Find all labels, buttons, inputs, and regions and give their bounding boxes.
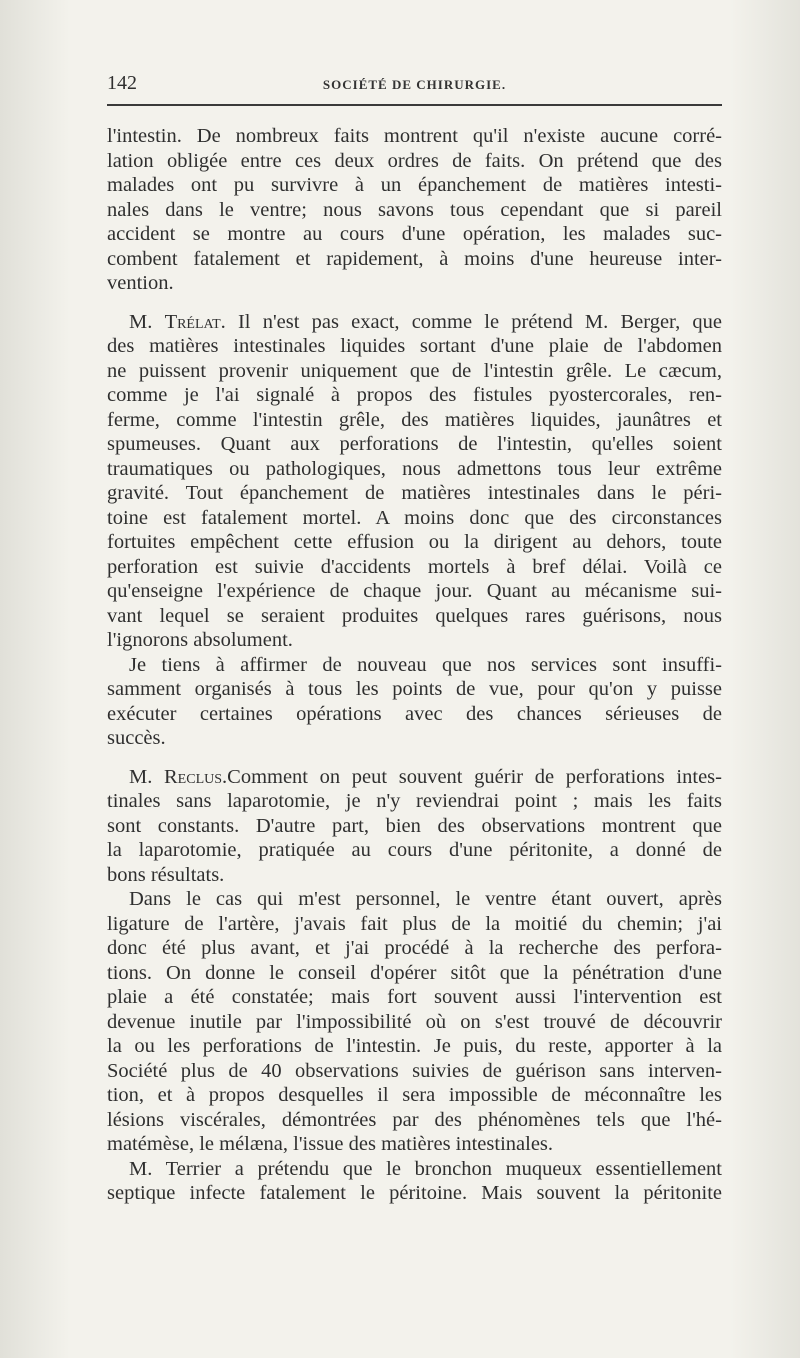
- speaker-prefix: M.: [129, 310, 165, 333]
- paragraph: [107, 124, 722, 296]
- text-line: succès.: [107, 727, 166, 749]
- text-line: combent fatalement et rapidement, à moins d'une heureuse inter-: [107, 247, 722, 270]
- text-line: toine est fatalement mortel. A moins donc que des circonstances: [107, 506, 722, 529]
- text-line: lésions viscérales, démontrées par des phénomènes tels que l'hé-: [107, 1108, 722, 1131]
- text-line: bons résultats.: [107, 863, 225, 886]
- header-rule: [107, 104, 722, 106]
- text-line: l'intestin. De nombreux faits montrent qu'il n'existe aucune corré-: [107, 125, 722, 147]
- text-line: Dans le cas qui m'est personnel, le ventre étant ouvert, après: [129, 888, 722, 910]
- page-edge-shadow-right: [730, 0, 800, 1358]
- text-line: tion, et à propos desquelles il sera impossible de méconnaître les: [107, 1084, 722, 1106]
- text-line: donc été plus avant, et j'ai procédé à la recherche des perfora-: [107, 937, 722, 959]
- speaker-name: Reclus: [164, 765, 223, 788]
- line-text: . Il n'est pas exact, comme le prétend M. Berger, que: [220, 310, 722, 333]
- text-line: vention.: [107, 272, 174, 294]
- text-line: devenue inutile par l'impossibilité où on s'est trouvé de découvrir: [107, 1010, 722, 1033]
- page-body-text: [107, 124, 722, 1206]
- text-line: tions. On donne le conseil d'opérer sitôt que la pénétration d'une: [107, 961, 722, 984]
- text-line: malades ont pu survivre à un épanchement de matières intesti-: [107, 174, 722, 196]
- page-number: 142: [107, 72, 137, 94]
- text-line: sont constants. D'autre part, bien des observations montrent que: [107, 814, 722, 837]
- speaker-name: Trélat: [164, 310, 221, 333]
- text-line: nales dans le ventre; nous savons tous cependant que si pareil: [107, 198, 722, 221]
- text-line: ferme, comme l'intestin grêle, des matières liquides, jaunâtres et: [107, 408, 722, 431]
- text-line: spumeuses. Quant aux perforations de l'intestin, qu'elles soient: [107, 433, 722, 455]
- text-line: qu'enseigne l'expérience de chaque jour. Quant au mécanisme sui-: [107, 580, 722, 602]
- text-line: ne puissent provenir uniquement que de l'intestin grêle. Le cæcum,: [107, 359, 722, 382]
- text-line: [107, 765, 722, 790]
- text-line: [107, 310, 722, 335]
- text-line: la ou les perforations de l'intestin. Je puis, du reste, apporter à la: [107, 1035, 722, 1057]
- text-line: comme je l'ai signalé à propos des fistules pyostercorales, ren-: [107, 384, 722, 406]
- text-line: matémèse, le mélæna, l'issue des matières intestinales.: [107, 1133, 554, 1155]
- text-line: la laparotomie, pratiquée au cours d'une péritonite, a donné de: [107, 839, 722, 861]
- text-line: des matières intestinales liquides sortant d'une plaie de l'abdomen: [107, 335, 722, 357]
- line-text: .Comment on peut souvent guérir de perforations intes-: [222, 765, 722, 788]
- speaker-prefix: M.: [129, 765, 164, 788]
- text-line: M. Terrier a prétendu que le bronchon muqueux essentiellement: [129, 1157, 722, 1180]
- text-line: septique infecte fatalement le péritoine. Mais souvent la péritonite: [107, 1182, 722, 1204]
- text-line: traumatiques ou pathologiques, nous admettons tous leur extrême: [107, 457, 722, 480]
- paragraph: [107, 310, 722, 653]
- paragraph: [107, 765, 722, 888]
- text-line: ligature de l'artère, j'avais fait plus de la moitié du chemin; j'ai: [107, 912, 722, 935]
- text-line: accident se montre au cours d'une opération, les malades suc-: [107, 223, 722, 245]
- running-title: SOCIÉTÉ DE CHIRURGIE.: [322, 77, 507, 92]
- text-line: exécuter certaines opérations avec des chances sérieuses de: [107, 702, 722, 725]
- text-line: vant lequel se seraient produites quelques rares guérisons, nous: [107, 604, 722, 627]
- page-edge-shadow-left: [0, 0, 70, 1358]
- text-line: l'ignorons absolument.: [107, 629, 293, 651]
- paragraph: [107, 1157, 722, 1206]
- text-line: tinales sans laparotomie, je n'y reviendrai point ; mais les faits: [107, 790, 722, 812]
- text-line: lation obligée entre ces deux ordres de faits. On prétend que des: [107, 149, 722, 172]
- page-header: [107, 72, 722, 100]
- text-line: Société plus de 40 observations suivies de guérison sans interven-: [107, 1059, 722, 1082]
- paragraph: [107, 653, 722, 751]
- text-line: gravité. Tout épanchement de matières intestinales dans le péri-: [107, 482, 722, 504]
- text-line: samment organisés à tous les points de vue, pour qu'on y puisse: [107, 678, 722, 700]
- text-line: plaie a été constatée; mais fort souvent aussi l'intervention est: [107, 986, 722, 1008]
- text-line: fortuites empêchent cette effusion ou la dirigent au dehors, toute: [107, 531, 722, 553]
- paragraph: [107, 887, 722, 1157]
- text-line: Je tiens à affirmer de nouveau que nos services sont insuffi-: [129, 653, 722, 676]
- text-line: perforation est suivie d'accidents mortels à bref délai. Voilà ce: [107, 555, 722, 578]
